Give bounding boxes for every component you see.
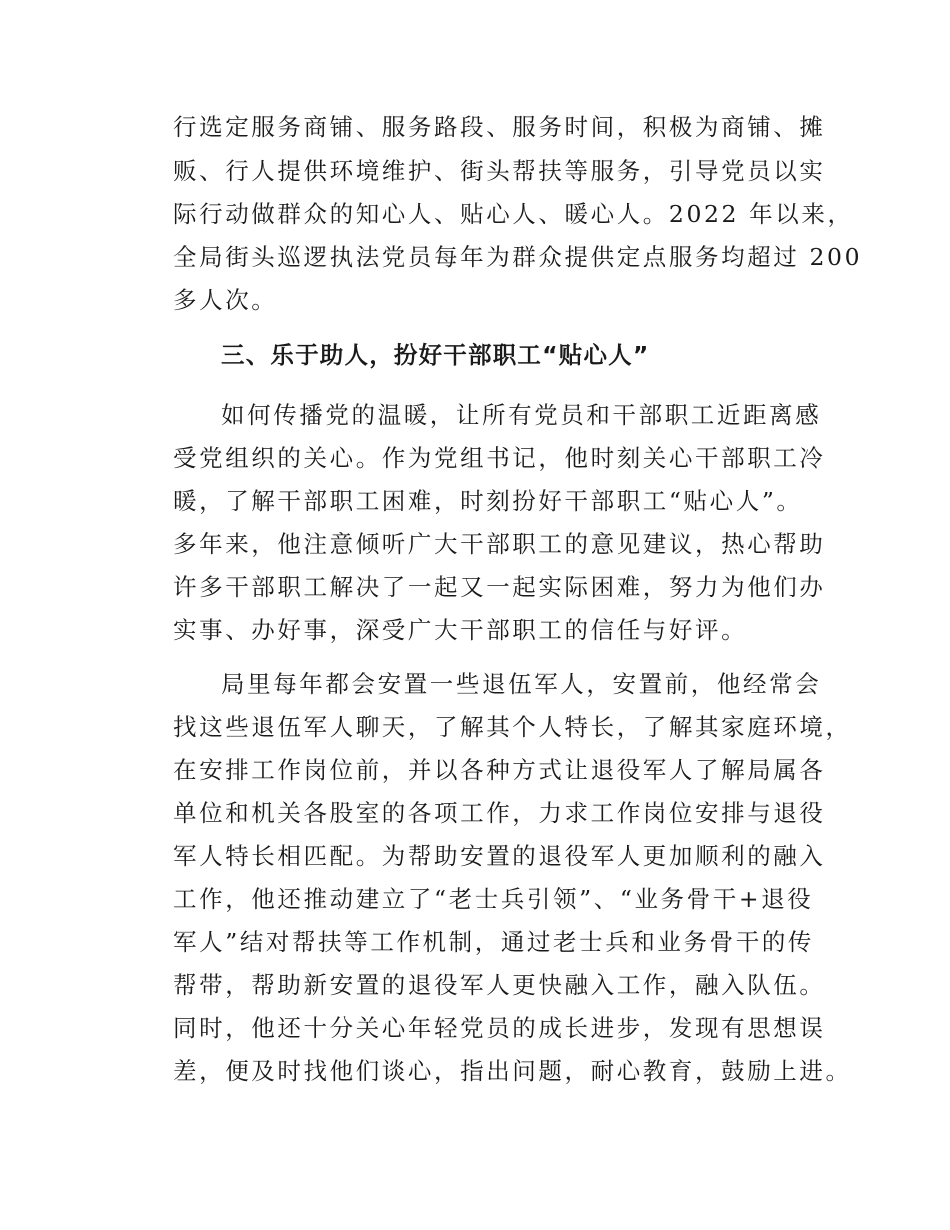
paragraph-line: 军人”结对帮扶等工作机制，通过老士兵和业务骨干的传: [173, 928, 815, 956]
paragraph-line: 多年来，他注意倾听广大干部职工的意见建议，热心帮助: [173, 530, 826, 558]
paragraph-line: 暖，了解干部职工困难，时刻扮好干部职工“贴心人”。: [173, 487, 803, 515]
paragraph-line: 帮带，帮助新安置的退役军人更快融入工作，融入队伍。: [173, 971, 826, 999]
paragraph-line: 同时，他还十分关心年轻党员的成长进步，发现有思想误: [173, 1014, 826, 1042]
paragraph-line: 全局街头巡逻执法党员每年为群众提供定点服务均超过 200: [173, 243, 863, 271]
paragraph-line: 受党组织的关心。作为党组书记，他时刻关心干部职工冷: [173, 444, 826, 472]
paragraph-line: 局里每年都会安置一些退伍军人，安置前，他经常会: [221, 670, 822, 698]
paragraph-line: 军人特长相匹配。为帮助安置的退役军人更加顺利的融入: [173, 842, 826, 870]
paragraph-line: 多人次。: [173, 286, 278, 314]
paragraph-line: 际行动做群众的知心人、贴心人、暖心人。2022 年以来，: [173, 200, 854, 228]
paragraph-line: 差，便及时找他们谈心，指出问题，耐心教育，鼓励上进。: [173, 1057, 852, 1085]
paragraph-line: 许多干部职工解决了一起又一起实际困难，努力为他们办: [173, 573, 826, 601]
paragraph-line: 单位和机关各股室的各项工作，力求工作岗位安排与退役: [173, 799, 826, 827]
paragraph-line: 如何传播党的温暖，让所有党员和干部职工近距离感: [221, 401, 822, 429]
paragraph-line: 贩、行人提供环境维护、街头帮扶等服务，引导党员以实: [173, 157, 826, 185]
paragraph-line: 行选定服务商铺、服务路段、服务时间，积极为商铺、摊: [173, 113, 826, 141]
paragraph-line: 工作，他还推动建立了“老士兵引领”、“业务骨干+退役: [173, 885, 814, 913]
paragraph-line: 找这些退伍军人聊天，了解其个人特长，了解其家庭环境，: [173, 713, 852, 741]
section-heading: 三、乐于助人，扮好干部职工“贴心人”: [221, 341, 650, 369]
paragraph-line: 实事、办好事，深受广大干部职工的信任与好评。: [173, 616, 748, 644]
paragraph-line: 在安排工作岗位前，并以各种方式让退役军人了解局属各: [173, 756, 826, 784]
